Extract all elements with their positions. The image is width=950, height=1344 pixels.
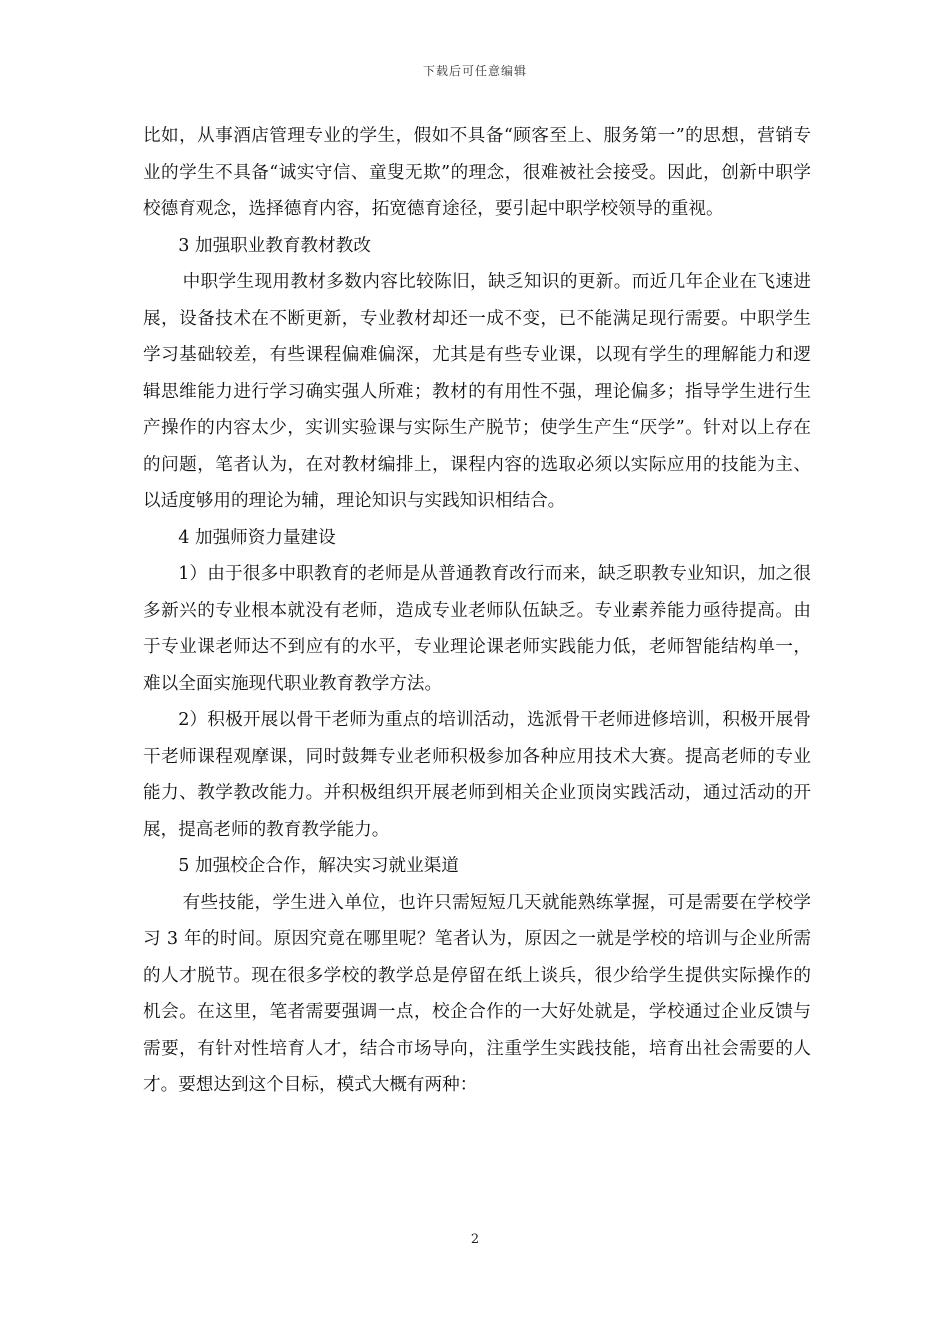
- paragraph-continuation: 比如，从事酒店管理专业的学生，假如不具备“顾客至上、服务第一”的思想，营销专业的学生不具备“诚实守信、童叟无欺”的理念，很难被社会接受。因此，创新中职学校德育观念，选择德育内容，拓宽德育途径，要引起中职学校领导的重视。: [143, 126, 811, 219]
- page-number: 2: [470, 1232, 480, 1247]
- section-heading-5: 5 加强校企合作，解决实习就业渠道: [178, 856, 459, 876]
- paragraph-teacher-point-2: 2）积极开展以骨干老师为重点的培训活动，选派骨干老师进修培训，积极开展骨干老师课程观摩课，同时鼓舞专业老师积极参加各种应用技术大赛。提高老师的专业能力、教学教改能力。并积极组织开展老师到相关企业顶岗实践活动，通过活动的开展，提高老师的教育教学能力。: [143, 710, 811, 840]
- section-heading-3: 3 加强职业教育教材教改: [178, 235, 371, 256]
- paragraph-school-enterprise: 有些技能，学生进入单位，也许只需短短几天就能熟练掌握，可是需要在学校学习 3 年的时间。原因究竟在哪里呢？笔者认为，原因之一就是学校的培训与企业所需的人才脱节。现在很多学校的教学总是停留在纸上谈兵，很少给学生提供实际操作的机会。在这里，笔者需要强调一点，校企合作的一大好处就是，学校通过企业反馈与需要，有针对性培育人才，结合市场导向，注重学生实践技能，培育出社会需要的人才。要想达到这个目标，模式大概有两种：: [143, 892, 811, 1095]
- page-header: 下载后可任意编辑: [422, 64, 527, 78]
- paragraph-teacher-point-1: 1）由于很多中职教育的老师是从普通教育改行而来，缺乏职教专业知识，加之很多新兴的专业根本就没有老师，造成专业老师队伍缺乏。专业素养能力亟待提高。由于专业课老师达不到应有的水平，专业理论课老师实践能力低，老师智能结构单一，难以全面实施现代职业教育教学方法。: [143, 564, 811, 694]
- document-body: [143, 118, 811, 1104]
- section-heading-4: 4 加强师资力量建设: [178, 527, 336, 548]
- paragraph-textbook-reform: 中职学生现用教材多数内容比较陈旧，缺乏知识的更新。而近几年企业在飞速进展，设备技术在不断更新，专业教材却还一成不变，已不能满足现行需要。中职学生学习基础较差，有些课程偏难偏深，尤其是有些专业课，以现有学生的理解能力和逻辑思维能力进行学习确实强人所难；教材的有用性不强，理论偏多；指导学生进行生产操作的内容太少，实训实验课与实际生产脱节；使学生产生“厌学”。针对以上存在的问题，笔者认为，在对教材编排上，课程内容的选取必须以实际应用的技能为主、以适度够用的理论为辅，理论知识与实践知识相结合。: [143, 272, 811, 511]
